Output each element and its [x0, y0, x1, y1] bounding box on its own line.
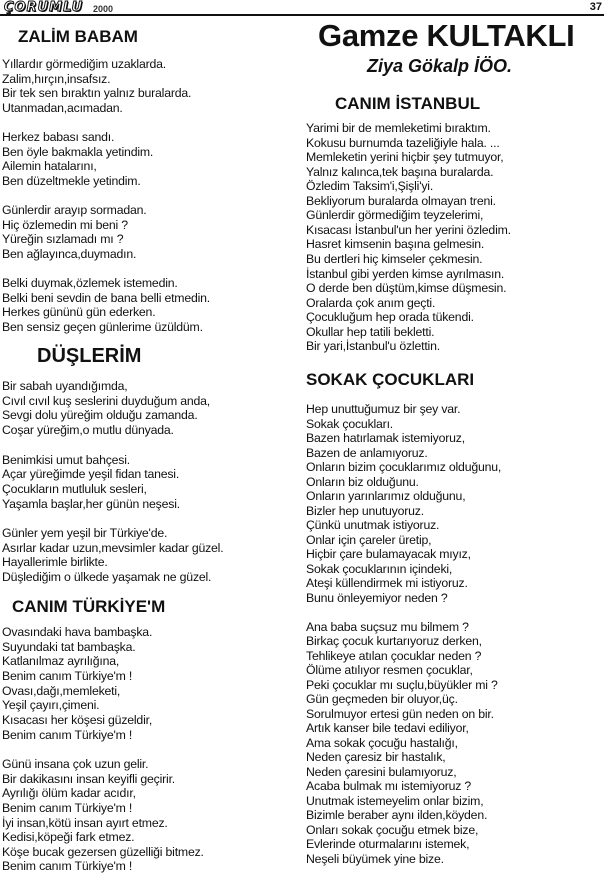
poem-line: Benim canım Türkiye'm !: [2, 669, 133, 683]
poem-line: Yalnız kalınca,tek başına buralarda.: [306, 164, 494, 179]
poem-line: Onlar için çareler üretip,: [306, 532, 432, 547]
poem-line: Bir tek sen bıraktın yalnız buralarda.: [2, 86, 192, 101]
poem-title: CANIM TÜRKİYE'M: [12, 597, 166, 616]
poem-line: Sorulmuyor ertesi gün neden on bir.: [306, 706, 494, 721]
magazine-logo: ÇORUMLU: [4, 0, 84, 15]
poem-line: Günlerdir arayıp sormadan.: [2, 203, 147, 217]
poem-line: Evlerinde oturmalarını istemek,: [306, 837, 470, 851]
poem-line: Hiçbir çare bulamayacak mıyız,: [306, 547, 471, 561]
poem-line: Okullar hep tatili bekletti.: [306, 324, 435, 339]
poem-line: Sokak çocuklarının içindeki,: [306, 561, 453, 576]
poem-line: O derde ben düştüm,kimse düşmesin.: [306, 281, 507, 296]
poem-line: Gün geçmeden bir oluyor,üç.: [306, 692, 458, 706]
poem-line: Zalim,hırçın,insafsız.: [2, 71, 111, 86]
poem-line: Artık kanser bile tedavi ediliyor,: [306, 721, 469, 735]
poem-line: Yüreğin sızlamadı mı ?: [2, 232, 124, 247]
poem-line: Tehlikeye atılan çocuklar neden ?: [306, 648, 482, 663]
poem-line: Utanmadan,acımadan.: [2, 100, 123, 115]
poem-line: Günler yem yeşil bir Türkiye'de.: [2, 526, 168, 540]
poem-line: Onların biz olduğunu.: [306, 474, 419, 489]
poem-line: Bekliyorum buralarda olmayan treni.: [306, 193, 496, 208]
poem-line: Suyundaki tat bambaşka.: [2, 639, 136, 654]
author-name: Gamze KULTAKLI: [318, 18, 575, 53]
poem-line: Onların yarınlarımız olduğunu,: [306, 489, 466, 503]
poem-line: Neden çaresini bulamıyoruz,: [306, 764, 457, 779]
poem-line: Kısacası İstanbul'un her yerini özledim.: [306, 222, 511, 237]
poem-line: Hayallerimle birlikte.: [2, 555, 108, 570]
poem-line: Yarimi bir de memleketimi bıraktım.: [306, 121, 491, 135]
poem-line: Onların bizim çocuklarımız olduğunu,: [306, 460, 502, 474]
poem-line: Ovasındaki hava bambaşka.: [2, 625, 153, 639]
poem-line: Ovası,dağı,memleketi,: [2, 683, 121, 698]
poem-line: Ölüme atılıyor resmen çocuklar,: [306, 663, 473, 677]
poem-line: Benim canım Türkiye'm !: [2, 859, 133, 873]
poem-line: Bazen hatırlamak istemiyoruz,: [306, 431, 465, 445]
issue-year: 2000: [93, 4, 114, 14]
poem-line: Köşe bucak gezersen güzelliği bitmez.: [2, 844, 204, 859]
author-school: Ziya Gökalp İÖO.: [367, 56, 513, 76]
poem-line: Coşar yüreğim,o mutlu dünyada.: [2, 423, 174, 438]
page-number: 37: [589, 1, 602, 13]
poem-line: Bunu önleyemiyor neden ?: [306, 590, 448, 605]
poem-line: Cıvıl cıvıl kuş seslerini duyduğum anda,: [2, 393, 210, 408]
poem-line: Ateşi küllendirmek mi istiyoruz.: [306, 576, 468, 590]
poem-line: Açar yüreğimde yeşil fidan tanesi.: [2, 467, 180, 482]
poem-line: Oralarda çok anım geçti.: [306, 295, 436, 310]
poem-line: Acaba bulmak mı istemiyoruz ?: [306, 779, 472, 793]
poem-line: Çünkü unutmak istiyoruz.: [306, 518, 440, 532]
poem-line: Herkez babası sandı.: [2, 130, 115, 144]
poem-line: Yıllardır görmediğim uzaklarda.: [2, 57, 166, 71]
poem-line: Onları sokak çocuğu etmek bize,: [306, 822, 479, 837]
poem-line: Herkes gününü gün ederken.: [2, 305, 156, 320]
poem-title: SOKAK ÇOCUKLARI: [306, 370, 475, 389]
poem-line: Ailemin hatalarını,: [2, 159, 97, 174]
poem-title: DÜŞLERİM: [37, 345, 142, 367]
header-rule: [0, 14, 604, 16]
poem-line: Yaşamla başlar,her günün neşesi.: [2, 496, 180, 511]
poem-line: Bizler hep unutuyoruz.: [306, 503, 424, 518]
poem-line: Bir dakikasını insan keyifli geçirir.: [2, 771, 176, 786]
poem-title: ZALİM BABAM: [18, 27, 138, 46]
poem-line: Düşlediğim o ülkede yaşamak ne güzel.: [2, 570, 212, 585]
poem-line: Ana baba suçsuz mu bilmem ?: [306, 619, 469, 634]
poem-line: Memleketin yerini hiçbir şey tutmuyor,: [306, 150, 504, 165]
poem-line: Sevgi dolu yüreğim olduğu zamanda.: [2, 408, 198, 423]
poem-line: Bir yari,İstanbul'u özlettin.: [306, 339, 440, 354]
poem-line: Belki duymak,özlemek istemedin.: [2, 276, 178, 290]
poem-line: Belki beni sevdin de bana belli etmedin.: [2, 290, 211, 305]
poem-line: Unutmak istemeyelim onlar bizim,: [306, 793, 484, 808]
poem-line: Benimkisi umut bahçesi.: [2, 452, 130, 467]
poem-line: Günlerdir görmediğim teyzelerimi,: [306, 208, 484, 223]
poem-line: Çocukların mutluluk sesleri,: [2, 481, 147, 496]
poem-line: Benim canım Türkiye'm !: [2, 800, 133, 815]
poem-line: Çocukluğum hep orada tükendi.: [306, 310, 474, 325]
poem-line: Sokak çocukları.: [306, 416, 394, 431]
poem-line: Bu dertleri hiç kimseler çekmesin.: [306, 252, 483, 266]
poem-line: Katlanılmaz ayrılığına,: [2, 654, 120, 669]
poem-line: Günü insana çok uzun gelir.: [2, 756, 149, 771]
page-header: [0, 0, 604, 18]
poem-line: Ben düzeltmekle yetindim.: [2, 173, 141, 188]
poem-line: Ama sokak çocuğu hastalığı,: [306, 735, 458, 750]
poem-line: Özledim Taksim'i,Şişli'yi.: [306, 179, 434, 194]
poem-line: Ben öyle bakmakla yetindim.: [2, 144, 154, 159]
poem-line: Bir sabah uyandığımda,: [2, 379, 128, 393]
poem-line: Ayrılığı ölüm kadar acıdır,: [2, 786, 136, 801]
poem-line: Birkaç çocuk kurtarıyoruz derken,: [306, 634, 482, 648]
poem-line: Kokusu burnumda tazeliğiyle hala. ...: [306, 135, 500, 150]
poem-title: CANIM İSTANBUL: [335, 94, 481, 113]
poem-line: Hep unuttuğumuz bir şey var.: [306, 402, 461, 416]
poem-line: Asırlar kadar uzun,mevsimler kadar güzel.: [2, 540, 224, 555]
poem-line: Kısacası her köşesi güzeldir,: [2, 712, 153, 727]
poem-line: Yeşil çayırı,çimeni.: [2, 698, 100, 713]
poem-line: Hasret kimsenin başına gelmesin.: [306, 237, 485, 252]
poem-line: Ben ağlayınca,duymadın.: [2, 246, 137, 261]
poem-line: Bazen de anlamıyoruz.: [306, 445, 428, 460]
poem-line: Bizimle beraber aynı ilden,köyden.: [306, 808, 488, 822]
poem-line: Benim canım Türkiye'm !: [2, 727, 133, 742]
poem-line: Peki çocuklar mı suçlu,büyükler mi ?: [306, 677, 498, 692]
poem-line: İyi insan,kötü insan ayırt etmez.: [2, 815, 168, 830]
poem-line: Ben sensiz geçen günlerime üzüldüm.: [2, 319, 203, 334]
poem-line: Kedisi,köpeği fark etmez.: [2, 830, 135, 845]
poem-line: Neşeli büyümek yine bize.: [306, 851, 444, 866]
poem-line: İstanbul gibi yerden kimse ayrılmasın.: [306, 266, 505, 281]
poem-line: Neden çaresiz bir hastalık,: [306, 750, 446, 764]
poem-line: Hiç özlemedin mi beni ?: [2, 217, 128, 232]
